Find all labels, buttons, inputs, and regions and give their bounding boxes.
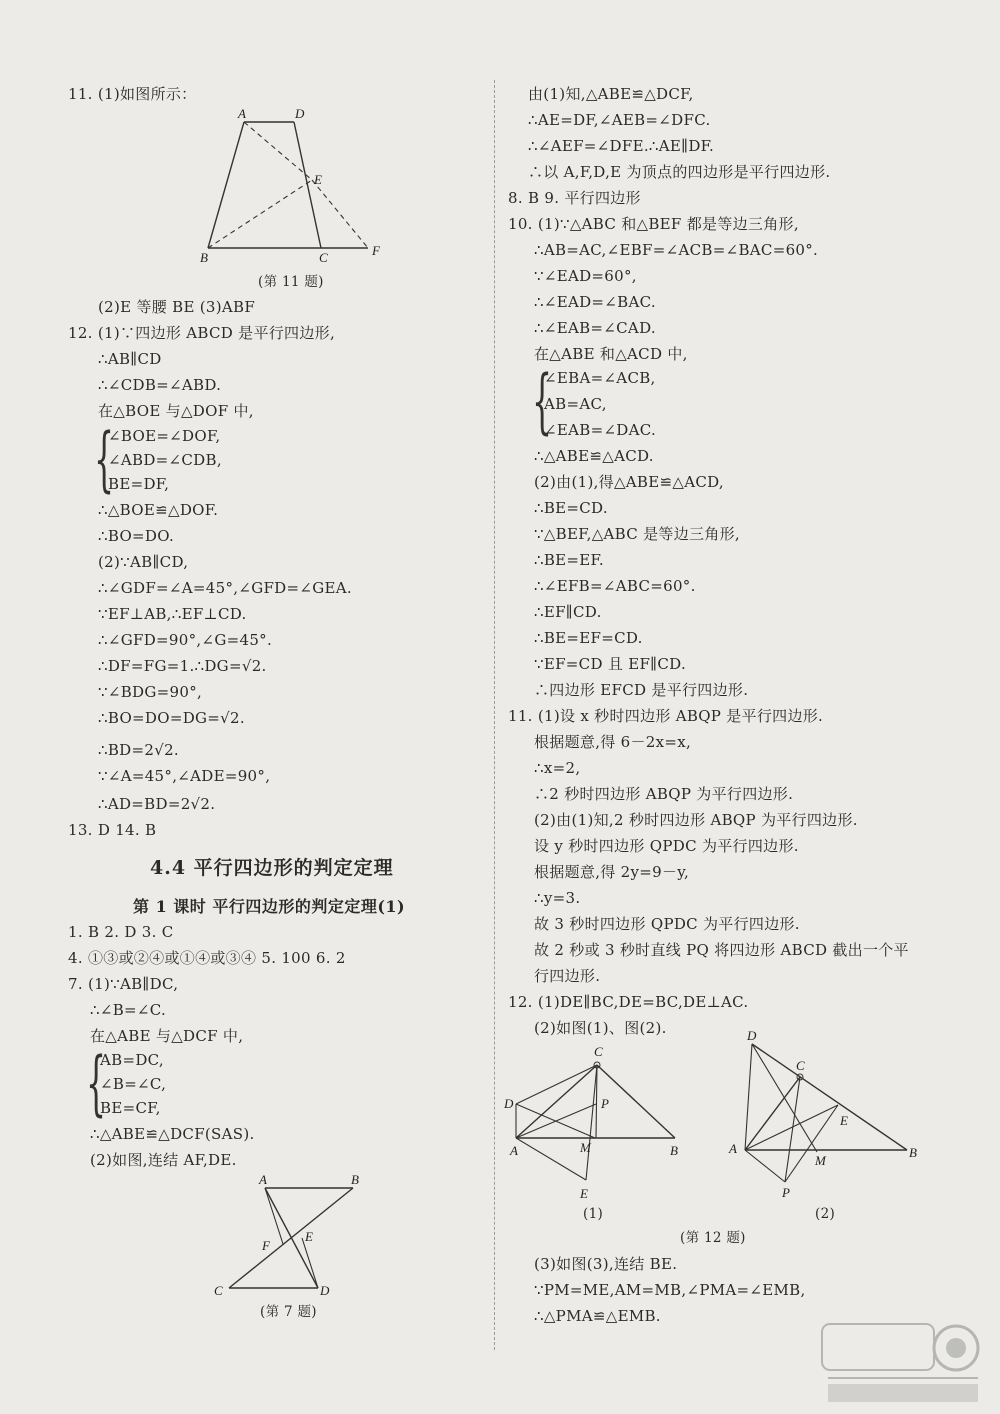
answer-line: ∴BO=DO=DG=√2. <box>98 709 245 727</box>
answer-line: ∠B=∠C, <box>100 1075 167 1093</box>
fig7-label: B <box>351 1172 359 1187</box>
answer-line: ∴AE=DF,∠AEB=∠DFC. <box>528 111 711 129</box>
figure-12-sub2: (2) <box>815 1206 836 1222</box>
fig12-2-label: B <box>909 1145 917 1160</box>
answer-line: (2)如图,连结 AF,DE. <box>90 1151 237 1169</box>
watermark-logo <box>818 1318 983 1408</box>
answer-line: (2)由(1)知,2 秒时四边形 ABQP 为平行四边形. <box>534 811 858 829</box>
answer-8-9: 8. B 9. 平行四边形 <box>508 189 641 207</box>
column-divider <box>494 80 496 1350</box>
answer-line: BE=CF, <box>100 1099 161 1117</box>
answer-line: AB=DC, <box>100 1051 164 1069</box>
fig12-1-label: D <box>504 1096 514 1111</box>
answer-12-right: 12. (1)DE∥BC,DE=BC,DE⊥AC. <box>508 993 749 1011</box>
fig12-2-label: P <box>782 1185 790 1200</box>
fig7-label: E <box>305 1229 313 1244</box>
answer-line: ∴△ABE≌△ACD. <box>534 447 654 465</box>
fig12-1-label: E <box>580 1186 588 1201</box>
answer-11: 11. (1)如图所示： <box>68 85 197 103</box>
answer-line: ∴y=3. <box>534 889 581 907</box>
answer-line: ∵∠EAD=60°, <box>534 267 637 285</box>
fig7-label: A <box>259 1172 267 1187</box>
answer-line: 设 y 秒时四边形 QPDC 为平行四边形. <box>534 837 799 855</box>
answer-line: ∴EF∥CD. <box>534 603 602 621</box>
answer-line: ∴∠GDF=∠A=45°,∠GFD=∠GEA. <box>98 579 352 597</box>
answer-13-14: 13. D 14. B <box>68 821 157 839</box>
answer-line: ∴BE=CD. <box>534 499 608 517</box>
fig11-label: D <box>295 106 305 121</box>
answer-line: (2)由(1),得△ABE≌△ACD, <box>534 473 724 491</box>
figure-12-sub1: (1) <box>583 1206 604 1222</box>
figure-12-2 <box>725 1022 925 1202</box>
fig7-label: C <box>214 1283 223 1298</box>
brace: { <box>94 418 115 500</box>
fig11-label: A <box>238 106 246 121</box>
fig12-1-label: A <box>510 1143 518 1158</box>
answer-line: (2)∵AB∥CD, <box>98 553 189 571</box>
answer-line: ∴∠EAB=∠CAD. <box>534 319 656 337</box>
answer-line: BE=DF, <box>108 475 170 493</box>
fig12-1-label: B <box>670 1143 678 1158</box>
answer-10: 10. (1)∵△ABC 和△BEF 都是等边三角形, <box>508 215 799 233</box>
answer-line: ∠EAB=∠DAC. <box>544 421 657 439</box>
answer-line: 故 3 秒时四边形 QPDC 为平行四边形. <box>534 915 800 933</box>
answer-line: ∠ABD=∠CDB, <box>108 451 222 469</box>
fig12-2-label: M <box>815 1153 826 1168</box>
fig12-1-label: P <box>601 1096 609 1111</box>
fig11-label: B <box>200 250 208 265</box>
answer-line: ∴以 A,F,D,E 为顶点的四边形是平行四边形. <box>528 163 831 181</box>
figure-7 <box>205 1168 385 1303</box>
answer-line: ∵△BEF,△ABC 是等边三角形, <box>534 525 740 543</box>
fig7-label: D <box>320 1283 330 1298</box>
answer-line: 1. B 2. D 3. C <box>68 923 174 941</box>
fig11-label: E <box>314 172 322 187</box>
answer-line: AB=AC, <box>544 395 607 413</box>
answer-line: 行四边形. <box>534 967 601 985</box>
answer-7: 7. (1)∵AB∥DC, <box>68 975 179 993</box>
answer-line: ∵EF⊥AB,∴EF⊥CD. <box>98 605 247 623</box>
answer-line: ∴四边形 EFCD 是平行四边形. <box>534 681 749 699</box>
answer-line: ∴∠EFB=∠ABC=60°. <box>534 577 696 595</box>
fig12-2-label: E <box>840 1113 848 1128</box>
answer-line: ∴BO=DO. <box>98 527 175 545</box>
answer-line: ∵EF=CD 且 EF∥CD. <box>534 655 687 673</box>
answer-line: ∴△PMA≌△EMB. <box>534 1307 661 1325</box>
brace: { <box>86 1042 107 1124</box>
fig11-label: F <box>372 243 380 258</box>
answer-line: ∴∠GFD=90°,∠G=45°. <box>98 631 273 649</box>
fig12-1-label: M <box>580 1140 591 1155</box>
answer-line: (2)E 等腰 BE (3)ABF <box>98 298 256 316</box>
fig12-1-label: C <box>594 1044 603 1059</box>
figure-11 <box>190 100 410 275</box>
answer-line: ∴BE=EF. <box>534 551 604 569</box>
section-title: 4.4 平行四边形的判定定理 <box>150 857 394 879</box>
answer-line: 根据题意,得 6－2x=x, <box>534 733 692 751</box>
answer-line: (2)如图(1)、图(2). <box>534 1019 667 1037</box>
brace: { <box>532 360 553 442</box>
answer-line: ∵∠A=45°,∠ADE=90°, <box>98 767 271 785</box>
answer-line: 由(1)知,△ABE≌△DCF, <box>528 85 694 103</box>
answer-line: ∴△ABE≌△DCF(SAS). <box>90 1125 255 1143</box>
answer-line: ∴DF=FG=1.∴DG=√2. <box>98 657 267 675</box>
answer-line: ∴BD=2√2. <box>98 741 179 759</box>
answer-line: ∠EBA=∠ACB, <box>544 369 656 387</box>
figure-7-caption: (第 7 题) <box>260 1304 317 1320</box>
lesson-title: 第 1 课时 平行四边形的判定定理(1) <box>133 897 406 916</box>
answer-line: 在△ABE 与△DCF 中, <box>90 1027 244 1045</box>
answer-line: ∴x=2, <box>534 759 581 777</box>
answer-line: ∴△BOE≌△DOF. <box>98 501 219 519</box>
answer-line: 故 2 秒或 3 秒时直线 PQ 将四边形 ABCD 截出一个平 <box>534 941 909 959</box>
answer-line: ∴AD=BD=2√2. <box>98 795 216 813</box>
answer-line: ∴∠B=∠C. <box>90 1001 167 1019</box>
answer-line: ∠BOE=∠DOF, <box>108 427 221 445</box>
fig12-2-label: A <box>729 1141 737 1156</box>
answer-11-right: 11. (1)设 x 秒时四边形 ABQP 是平行四边形. <box>508 707 824 725</box>
fig12-2-label: C <box>796 1058 805 1073</box>
answer-line: ∴∠EAD=∠BAC. <box>534 293 656 311</box>
answer-line: ∴AB=AC,∠EBF=∠ACB=∠BAC=60°. <box>534 241 819 259</box>
answer-line: ∴AB∥CD <box>98 350 162 368</box>
answer-line: 根据题意,得 2y=9－y, <box>534 863 690 881</box>
answer-line: ∴2 秒时四边形 ABQP 为平行四边形. <box>534 785 794 803</box>
answer-line: 4. ①③或②④或①④或③④ 5. 100 6. 2 <box>68 949 346 967</box>
answer-line: ∴∠AEF=∠DFE.∴AE∥DF. <box>528 137 715 155</box>
fig7-label: F <box>262 1238 270 1253</box>
answer-line: (3)如图(3),连结 BE. <box>534 1255 678 1273</box>
answer-line: ∵PM=ME,AM=MB,∠PMA=∠EMB, <box>534 1281 806 1299</box>
answer-line: ∴BE=EF=CD. <box>534 629 643 647</box>
answer-line: ∴∠CDB=∠ABD. <box>98 376 222 394</box>
answer-line: ∵∠BDG=90°, <box>98 683 203 701</box>
figure-11-caption: (第 11 题) <box>258 274 324 290</box>
figure-12-caption: (第 12 题) <box>680 1230 746 1246</box>
fig11-label: C <box>319 250 328 265</box>
answer-line: 在△BOE 与△DOF 中, <box>98 402 254 420</box>
fig12-2-label: D <box>747 1028 757 1043</box>
figure-12-1 <box>500 1040 700 1210</box>
answer-line: 在△ABE 和△ACD 中, <box>534 345 688 363</box>
answer-12: 12. (1)∵四边形 ABCD 是平行四边形, <box>68 324 336 342</box>
